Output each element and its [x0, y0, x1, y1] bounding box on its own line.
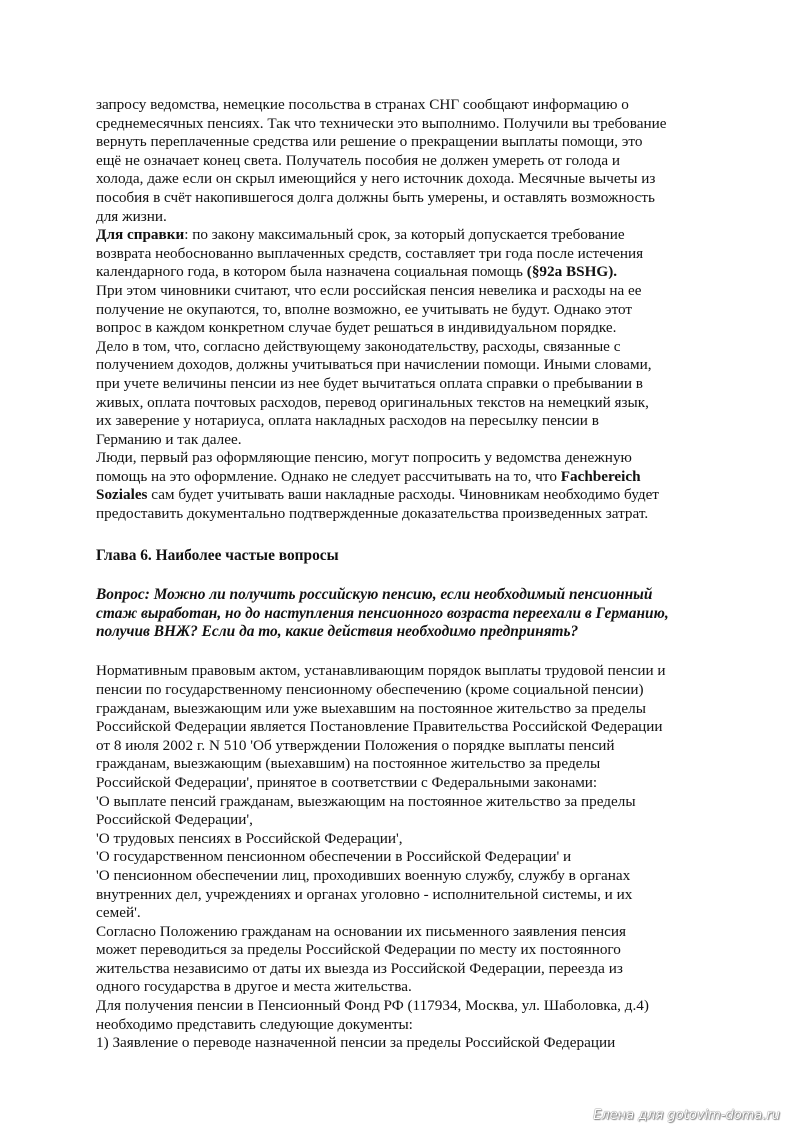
text-line: Российской Федерации', принятое в соответствии с Федеральными законами: [96, 773, 598, 791]
text-line: пенсии по государственному пенсионному обеспечению (кроме социальной пенсии) [96, 680, 644, 698]
text-line: 'О выплате пенсий гражданам, выезжающим на постоянное жительство за пределы [96, 792, 636, 810]
text-line: семей'. [96, 904, 141, 922]
text-line: 'О государственном пенсионном обеспечении в Российской Федерации' и [96, 848, 572, 866]
text-line: холода, даже если он скрыл имеющийся у него источник дохода. Месячные вычеты из [96, 170, 656, 188]
text-line: 'О трудовых пенсиях в Российской Федерации', [96, 829, 403, 847]
text-run: помощь на это оформление. Однако не следует рассчитывать на то, что [96, 467, 561, 485]
bold-term: Fachbereich [560, 467, 641, 485]
text-line: Вопрос: Можно ли получить российскую пенсию, если необходимый пенсионный [96, 585, 653, 603]
text-line: Дело в том, что, согласно действующему законодательству, расходы, связанные с [96, 337, 621, 355]
text-line [96, 226, 716, 245]
bold-term: Soziales [96, 486, 148, 504]
document-page [96, 96, 716, 1053]
text-line [96, 468, 716, 487]
text-run: календарного года, в котором была назначена социальная помощь [96, 263, 527, 281]
text-line: гражданам, выезжающим (выехавшим) на постоянное жительство за пределы [96, 755, 601, 773]
text-line: при учете величины пенсии из нее будет вычитаться оплата справки о пребывании в [96, 374, 643, 392]
text-line: получением доходов, должны учитываться при начислении помощи. Иными словами, [96, 356, 652, 374]
text-line: предоставить документально подтвержденные доказательства произведенных затрат. [96, 505, 649, 523]
text-line: При этом чиновники считают, что если российская пенсия невелика и расходы на ее [96, 281, 642, 299]
text-line: для жизни. [96, 207, 167, 225]
text-line: может переводиться за пределы Российской Федерации по месту их постоянного [96, 941, 621, 959]
text-line: Российской Федерации является Постановление Правительства Российской Федерации [96, 718, 663, 736]
text-line: гражданам, выезжающим или уже выехавшим на постоянное жительство за пределы [96, 699, 646, 717]
text-line: Нормативным правовым актом, устанавливающим порядок выплаты трудовой пенсии и [96, 662, 666, 680]
chapter-heading: Глава 6. Наиболее частые вопросы [96, 546, 339, 564]
text-line: среднемесячных пенсиях. Так что технически это выполнимо. Получили вы требование [96, 114, 667, 132]
text-run: : по закону максимальный срок, за который допускается требование [184, 226, 625, 244]
text-line: ещё не означает конец света. Получатель пособия не должен умереть от голода и [96, 151, 620, 169]
text-line: вернуть переплаченные средства или решение о прекращении выплаты помощи, это [96, 133, 643, 151]
text-line: 'О пенсионном обеспечении лиц, проходивших военную службу, службу в органах [96, 866, 631, 884]
text-line: Германию и так далее. [96, 430, 242, 448]
text-line: получив ВНЖ? Если да то, какие действия необходимо предпринять? [96, 623, 579, 641]
text-line: Люди, первый раз оформляющие пенсию, могут попросить у ведомства денежную [96, 449, 632, 467]
paragraph-overpayment [96, 96, 716, 226]
text-line: 1) Заявление о переводе назначенной пенсии за пределы Российской Федерации [96, 1034, 616, 1052]
text-line: Для получения пенсии в Пенсионный Фонд РФ (117934, Москва, ул. Шаболовка, д.4) [96, 997, 649, 1015]
text-line: их заверение у нотариуса, оплата накладных расходов на пересылку пенсии в [96, 412, 599, 430]
paragraph-reference-note [96, 226, 716, 282]
paragraph-expenses [96, 282, 716, 524]
text-line: от 8 июля 2002 г. N 510 'Об утверждении Положения о порядке выплаты пенсий [96, 736, 615, 754]
text-line: вопрос в каждом конкретном случае будет решаться в индивидуальном порядке. [96, 319, 617, 337]
text-line: необходимо представить следующие документы: [96, 1015, 413, 1033]
text-line: Согласно Положению гражданам на основании их письменного заявления пенсия [96, 922, 626, 940]
faq-question [96, 586, 716, 643]
text-line: получение не окупаются, то, вполне возможно, ее учитывать не будут. Однако этот [96, 300, 633, 318]
text-line [96, 263, 716, 282]
text-line [96, 486, 716, 505]
text-line: внутренних дел, учреждениях и органах уголовно - исполнительной системы, и их [96, 885, 633, 903]
text-line: стаж выработан, но до наступления пенсионного возраста переехали в Германию, [96, 604, 669, 622]
bold-lead: Для справки [96, 226, 185, 244]
law-reference: (§92a BSHG). [526, 263, 618, 281]
text-run: сам будет учитывать ваши накладные расходы. Чиновникам необходимо будет [147, 486, 659, 504]
text-line: живых, оплата почтовых расходов, перевод оригинальных текстов на немецкий язык, [96, 393, 649, 411]
text-line: Российской Федерации', [96, 811, 253, 829]
paragraph-answer [96, 662, 716, 1052]
text-line: жительства независимо от даты их выезда из Российской Федерации, переезда из [96, 959, 623, 977]
footer-watermark: Елена для gotovim-doma.ru [593, 1108, 780, 1123]
text-line: пособия в счёт накопившегося долга должны быть умерены, и оставлять возможность [96, 188, 655, 206]
text-line: возврата необоснованно выплаченных средств, составляет три года после истечения [96, 244, 644, 262]
text-line: запросу ведомства, немецкие посольства в странах СНГ сообщают информацию о [96, 96, 629, 113]
text-line: одного государства в другое и места жительства. [96, 978, 412, 996]
